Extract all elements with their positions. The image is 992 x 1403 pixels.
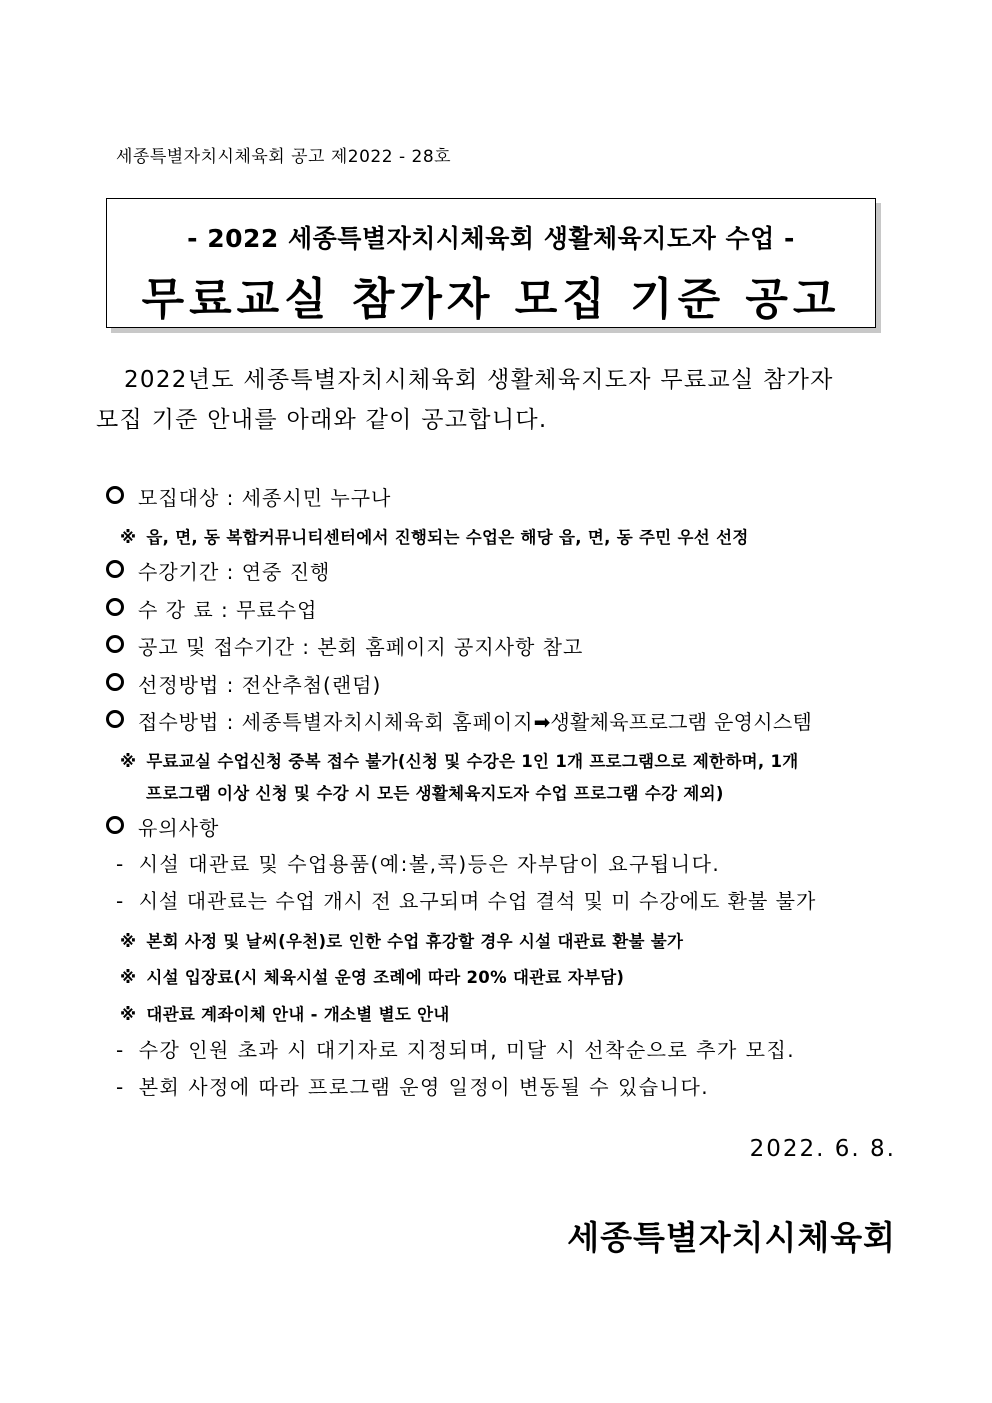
reference-mark-icon: ※ — [120, 968, 137, 987]
page-title: 무료교실 참가자 모집 기준 공고 — [141, 274, 841, 325]
notice-number: 세종특별자치시체육회 공고 제2022 - 28호 — [116, 147, 452, 167]
right-arrow-icon: ➡ — [533, 710, 551, 734]
item-period: 수강기간 : 연중 진행 — [106, 556, 330, 585]
reference-mark-icon: ※ — [120, 528, 137, 547]
note-apply: ※ 무료교실 수업신청 중복 접수 불가(신청 및 수강은 1인 1개 프로그램으로 제한하며, 1개 — [120, 752, 799, 771]
reference-mark-icon: ※ — [120, 932, 137, 951]
hollow-circle-icon — [106, 486, 124, 504]
item-announce: 공고 및 접수기간 : 본회 홈페이지 공지사항 참고 — [106, 631, 583, 660]
hollow-circle-icon — [106, 560, 124, 578]
hollow-circle-icon — [106, 710, 124, 728]
notice-date: 2022. 6. 8. — [749, 1136, 896, 1162]
intro-line: 2022년도 세종특별자치시체육회 생활체육지도자 무료교실 참가자 — [124, 367, 834, 393]
caution-item: - 시설 대관료는 수업 개시 전 요구되며 수업 결석 및 미 수강에도 환불 불가 — [116, 889, 817, 913]
dash-mark: - — [116, 889, 125, 913]
item-selection: 선정방법 : 전산추첨(랜덤) — [106, 669, 381, 698]
item-fee: 수 강 료 : 무료수업 — [106, 594, 317, 623]
note-caution: ※ 대관료 계좌이체 안내 - 개소별 별도 안내 — [120, 1005, 450, 1024]
item-target: 모집대상 : 세종시민 누구나 — [106, 482, 391, 511]
organization-name: 세종특별자치시체육회 — [567, 1218, 896, 1257]
title-box — [106, 198, 876, 328]
caution-item: - 시설 대관료 및 수업용품(예:볼,콕)등은 자부담이 요구됩니다. — [116, 852, 721, 876]
caution-item: - 본회 사정에 따라 프로그램 운영 일정이 변동될 수 있습니다. — [116, 1075, 710, 1099]
title-subtitle: - 2022 세종특별자치시체육회 생활체육지도자 수업 - — [187, 224, 795, 253]
note-caution: ※ 본회 사정 및 날씨(우천)로 인한 수업 휴강할 경우 시설 대관료 환불 불가 — [120, 932, 684, 951]
dash-mark: - — [116, 1038, 125, 1062]
reference-mark-icon: ※ — [120, 752, 137, 771]
item-apply: 접수방법 : 세종특별자치시체육회 홈페이지➡생활체육프로그램 운영시스템 — [106, 706, 812, 735]
item-caution: 유의사항 — [106, 812, 219, 841]
intro-paragraph — [96, 360, 896, 440]
dash-mark: - — [116, 1075, 125, 1099]
note-caution: ※ 시설 입장료(시 체육시설 운영 조례에 따라 20% 대관료 자부담) — [120, 968, 625, 987]
hollow-circle-icon — [106, 673, 124, 691]
dash-mark: - — [116, 852, 125, 876]
hollow-circle-icon — [106, 816, 124, 834]
hollow-circle-icon — [106, 598, 124, 616]
note-apply-continued: 프로그램 이상 신청 및 수강 시 모든 생활체육지도자 수업 프로그램 수강 제외) — [146, 784, 724, 803]
hollow-circle-icon — [106, 635, 124, 653]
reference-mark-icon: ※ — [120, 1005, 137, 1024]
note-target: ※ 읍, 면, 동 복합커뮤니티센터에서 진행되는 수업은 해당 읍, 면, 동 주민 우선 선정 — [120, 528, 749, 547]
intro-line: 모집 기준 안내를 아래와 같이 공고합니다. — [96, 407, 548, 433]
caution-item: - 수강 인원 초과 시 대기자로 지정되며, 미달 시 선착순으로 추가 모집. — [116, 1038, 796, 1062]
